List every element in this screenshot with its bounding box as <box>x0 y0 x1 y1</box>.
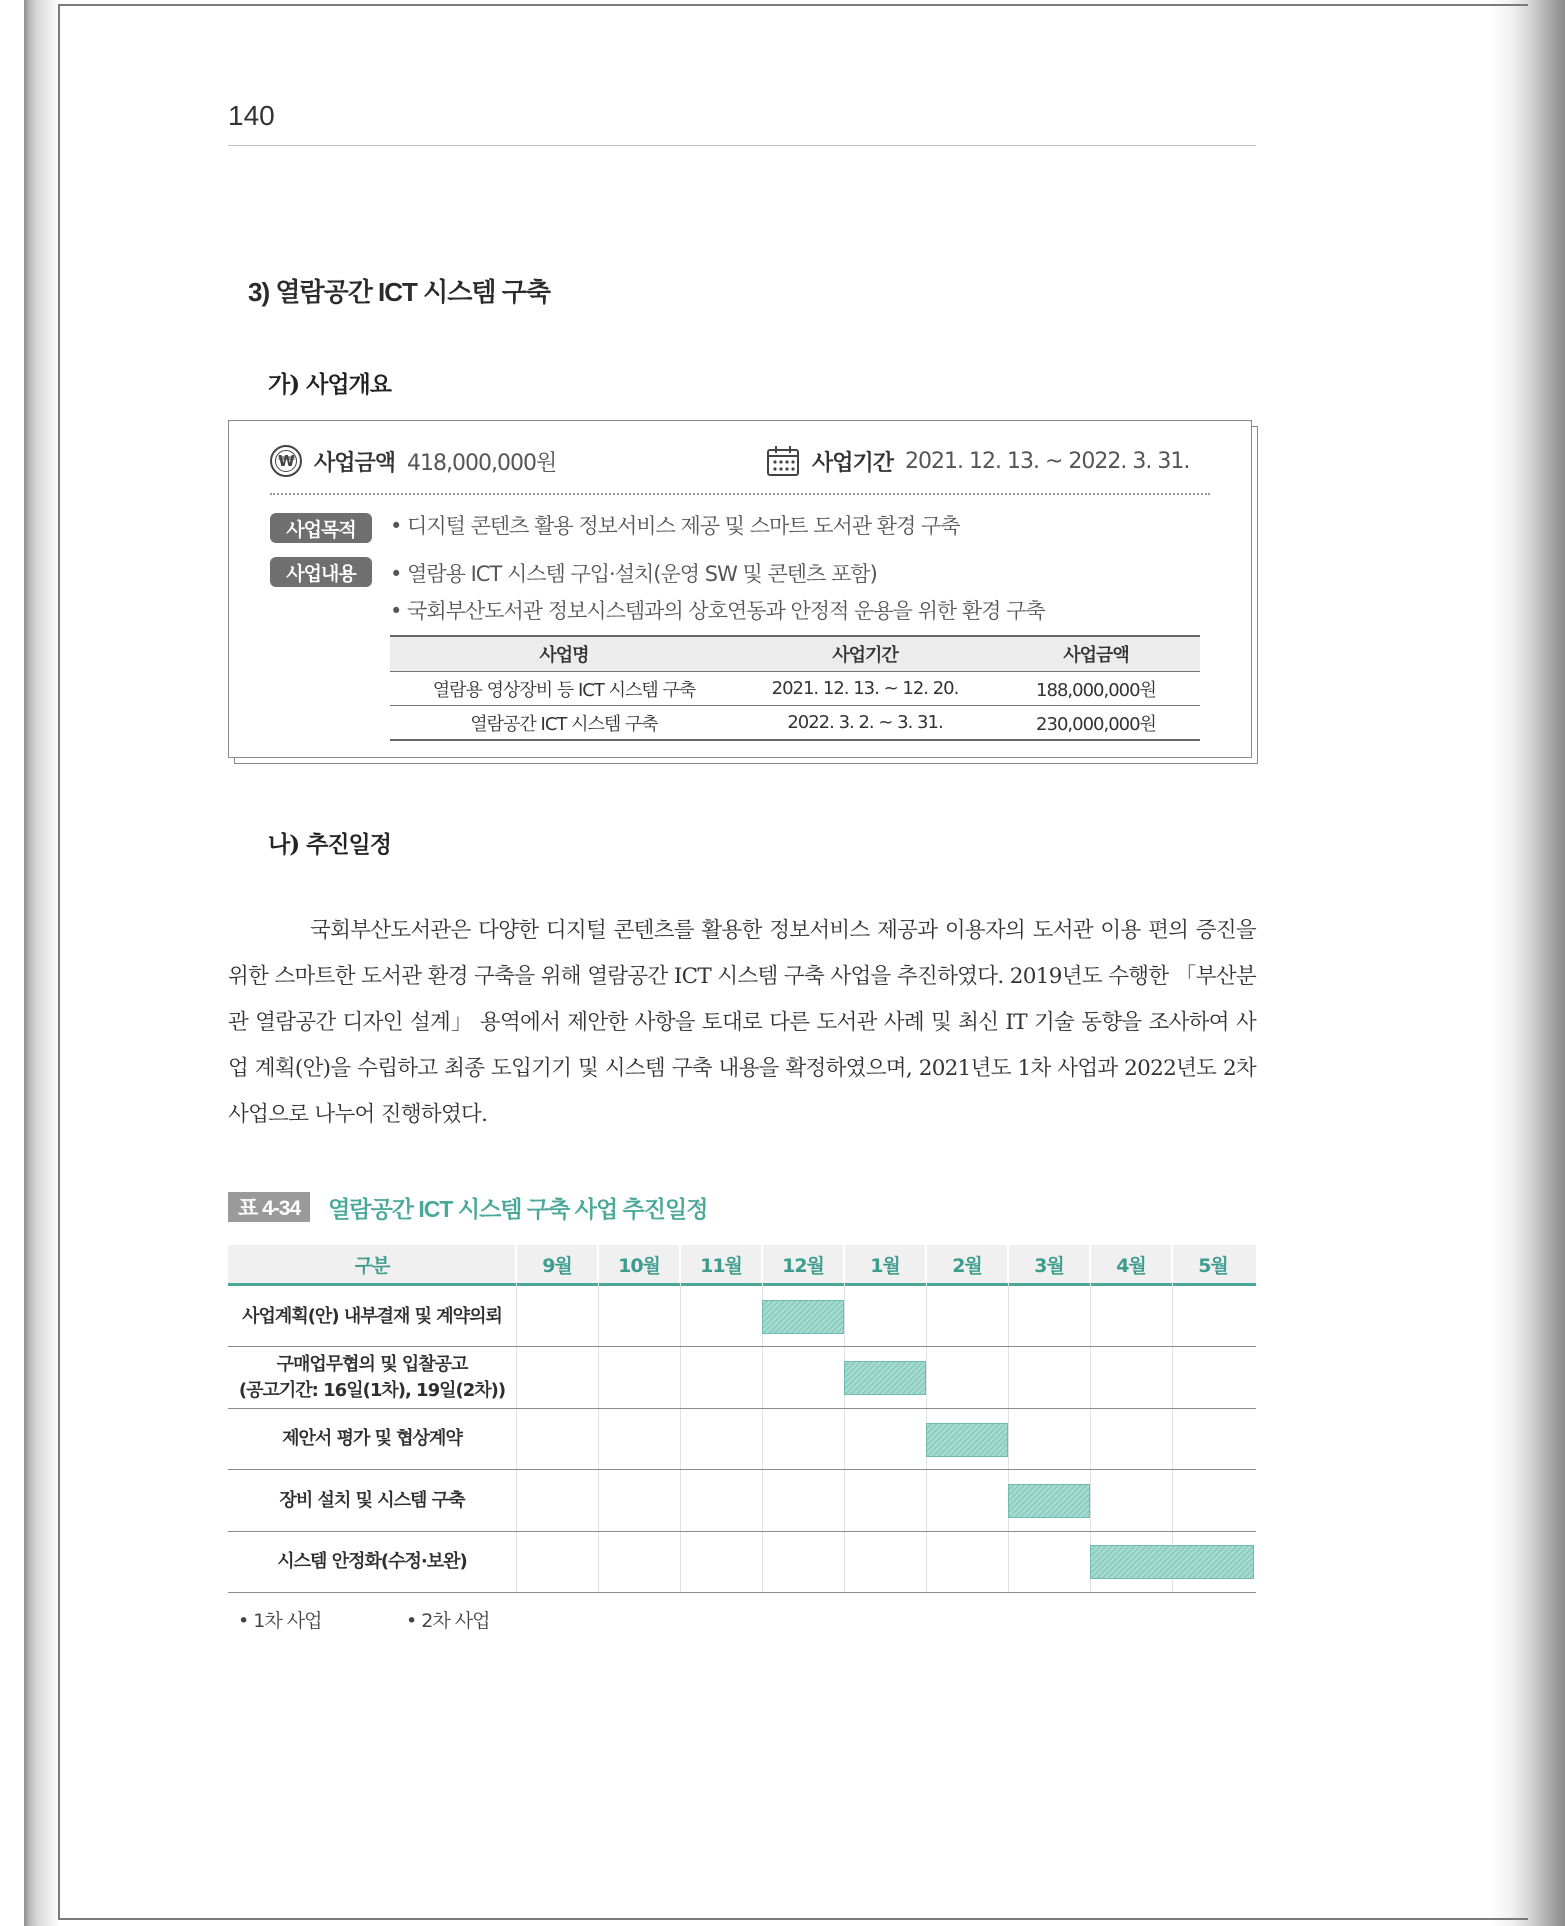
gantt-month-header: 11월 <box>700 1254 742 1277</box>
gantt-header-category: 구분 <box>354 1254 390 1277</box>
dotted-divider <box>270 493 1210 495</box>
gantt-month-header: 3월 <box>1034 1254 1064 1277</box>
gantt-grid-line <box>1172 1245 1173 1593</box>
table-cell: 열람공간 ICT 시스템 구축 <box>390 706 738 741</box>
gantt-grid-line <box>680 1245 681 1593</box>
table-cell: 188,000,000원 <box>992 672 1200 706</box>
page-edge-top <box>58 4 1528 6</box>
page-number: 140 <box>228 100 275 131</box>
gantt-month-header: 5월 <box>1198 1254 1228 1277</box>
overview-heading: 가) 사업개요 <box>268 371 391 398</box>
gantt-grid-line <box>1090 1245 1091 1593</box>
table-cell: 2022. 3. 2. ~ 3. 31. <box>738 706 992 741</box>
won-coin-icon: ₩ <box>270 445 302 477</box>
gantt-month-header: 1월 <box>870 1254 900 1277</box>
gantt-grid-line <box>762 1245 763 1593</box>
page-shadow-left <box>24 0 60 1926</box>
gantt-header-separator <box>1007 1245 1009 1283</box>
body-paragraph <box>228 908 1256 1138</box>
table-row <box>390 672 1200 706</box>
gantt-header-separator <box>761 1245 763 1283</box>
gantt-bar <box>844 1361 926 1395</box>
section-title: 3) 열람공간 ICT 시스템 구축 <box>248 277 550 307</box>
gantt-month-header: 2월 <box>952 1254 982 1277</box>
gantt-month-header: 10월 <box>618 1254 660 1277</box>
table-header-cell: 사업명 <box>390 636 738 672</box>
page-edge-left <box>58 6 60 1920</box>
table-row <box>390 706 1200 741</box>
table-header-cell: 사업기간 <box>738 636 992 672</box>
table-number: 표 4-34 <box>228 1192 310 1222</box>
gantt-header-separator <box>515 1245 517 1283</box>
purpose-item: • 디지털 콘텐츠 활용 정보서비스 제공 및 스마트 도서관 환경 구축 <box>390 514 960 538</box>
gantt-header-separator <box>1171 1245 1173 1283</box>
calendar-icon <box>766 445 800 477</box>
gantt-grid-line <box>516 1245 517 1593</box>
gantt-bar <box>1008 1484 1090 1518</box>
gantt-row-divider <box>228 1592 1256 1593</box>
gantt-grid-line <box>598 1245 599 1593</box>
gantt-month-header: 4월 <box>1116 1254 1146 1277</box>
overview-table-header <box>390 636 1200 672</box>
gantt-header-separator <box>679 1245 681 1283</box>
table-caption <box>228 1192 707 1222</box>
legend-second-phase: • 2차 사업 <box>406 1610 490 1632</box>
table-title: 열람공간 ICT 시스템 구축 사업 추진일정 <box>328 1195 708 1222</box>
gantt-grid-line <box>844 1245 845 1593</box>
period-row <box>766 445 1189 477</box>
period-label: 사업기간 <box>812 450 894 476</box>
gantt-task-label: 제안서 평가 및 협상계약 <box>282 1428 462 1450</box>
gantt-grid-line <box>1008 1245 1009 1593</box>
gantt-month-header: 9월 <box>542 1254 572 1277</box>
gantt-grid-line <box>926 1245 927 1593</box>
gantt-task-label: 장비 설치 및 시스템 구축 <box>279 1489 465 1511</box>
purpose-tag: 사업목적 <box>270 513 372 543</box>
table-cell: 230,000,000원 <box>992 706 1200 741</box>
gantt-header-separator <box>843 1245 845 1283</box>
page-edge-bottom <box>58 1918 1528 1920</box>
table-cell: 2021. 12. 13. ~ 12. 20. <box>738 672 992 706</box>
gantt-task-label: 시스템 안정화(수정·보완) <box>277 1551 467 1573</box>
amount-label: 사업금액 <box>314 450 396 476</box>
amount-value: 418,000,000원 <box>407 450 557 476</box>
gantt-header-separator <box>925 1245 927 1283</box>
gantt-header-separator <box>1089 1245 1091 1283</box>
paragraph-text: 국회부산도서관은 다양한 디지털 콘텐츠를 활용한 정보서비스 제공과 이용자의 도서관 이용 편의 증진을 위한 스마트한 도서관 환경 구축을 위해 열람공간 ICT 시스템 구축 사업을 추진하였다. 2019년도 수행한 「부산분관 열람공간 디자인 설계」 용역에서 제안한 사항을 토대로 다른 도서관 사례 및 최신 IT 기술 동향을 조사하여 사업 계획(안)을 수립하고 최종 도입기기 및 시스템 구축 내용을 확정하였으며, 2021년도 1차 사업과 2022년도 2차 사업으로 나누어 진행하였다. <box>228 918 1256 1127</box>
gantt-task-label: 구매업무협의 및 입찰공고 (공고기간: 16일(1차), 19일(2차)) <box>238 1354 506 1402</box>
content-tag: 사업내용 <box>270 557 372 587</box>
header-rule <box>228 145 1256 146</box>
amount-row <box>270 445 556 477</box>
content-item: • 열람용 ICT 시스템 구입·설치(운영 SW 및 콘텐츠 포함) <box>390 562 877 586</box>
gantt-bar <box>926 1423 1008 1457</box>
gantt-month-header: 12월 <box>782 1254 824 1277</box>
overview-table <box>390 635 1200 741</box>
gantt-bar <box>762 1300 844 1334</box>
page-shadow-right <box>1490 0 1565 1926</box>
period-value: 2021. 12. 13. ~ 2022. 3. 31. <box>905 448 1190 474</box>
table-cell: 열람용 영상장비 등 ICT 시스템 구축 <box>390 672 738 706</box>
gantt-bar <box>1090 1545 1254 1579</box>
legend-first-phase: • 1차 사업 <box>238 1610 322 1632</box>
schedule-heading: 나) 추진일정 <box>268 831 391 858</box>
content-item: • 국회부산도서관 정보시스템과의 상호연동과 안정적 운용을 위한 환경 구축 <box>390 599 1045 623</box>
table-header-cell: 사업금액 <box>992 636 1200 672</box>
gantt-task-label: 사업계획(안) 내부결재 및 계약의뢰 <box>242 1305 502 1327</box>
gantt-header-separator <box>597 1245 599 1283</box>
gantt-chart <box>228 1245 1256 1593</box>
